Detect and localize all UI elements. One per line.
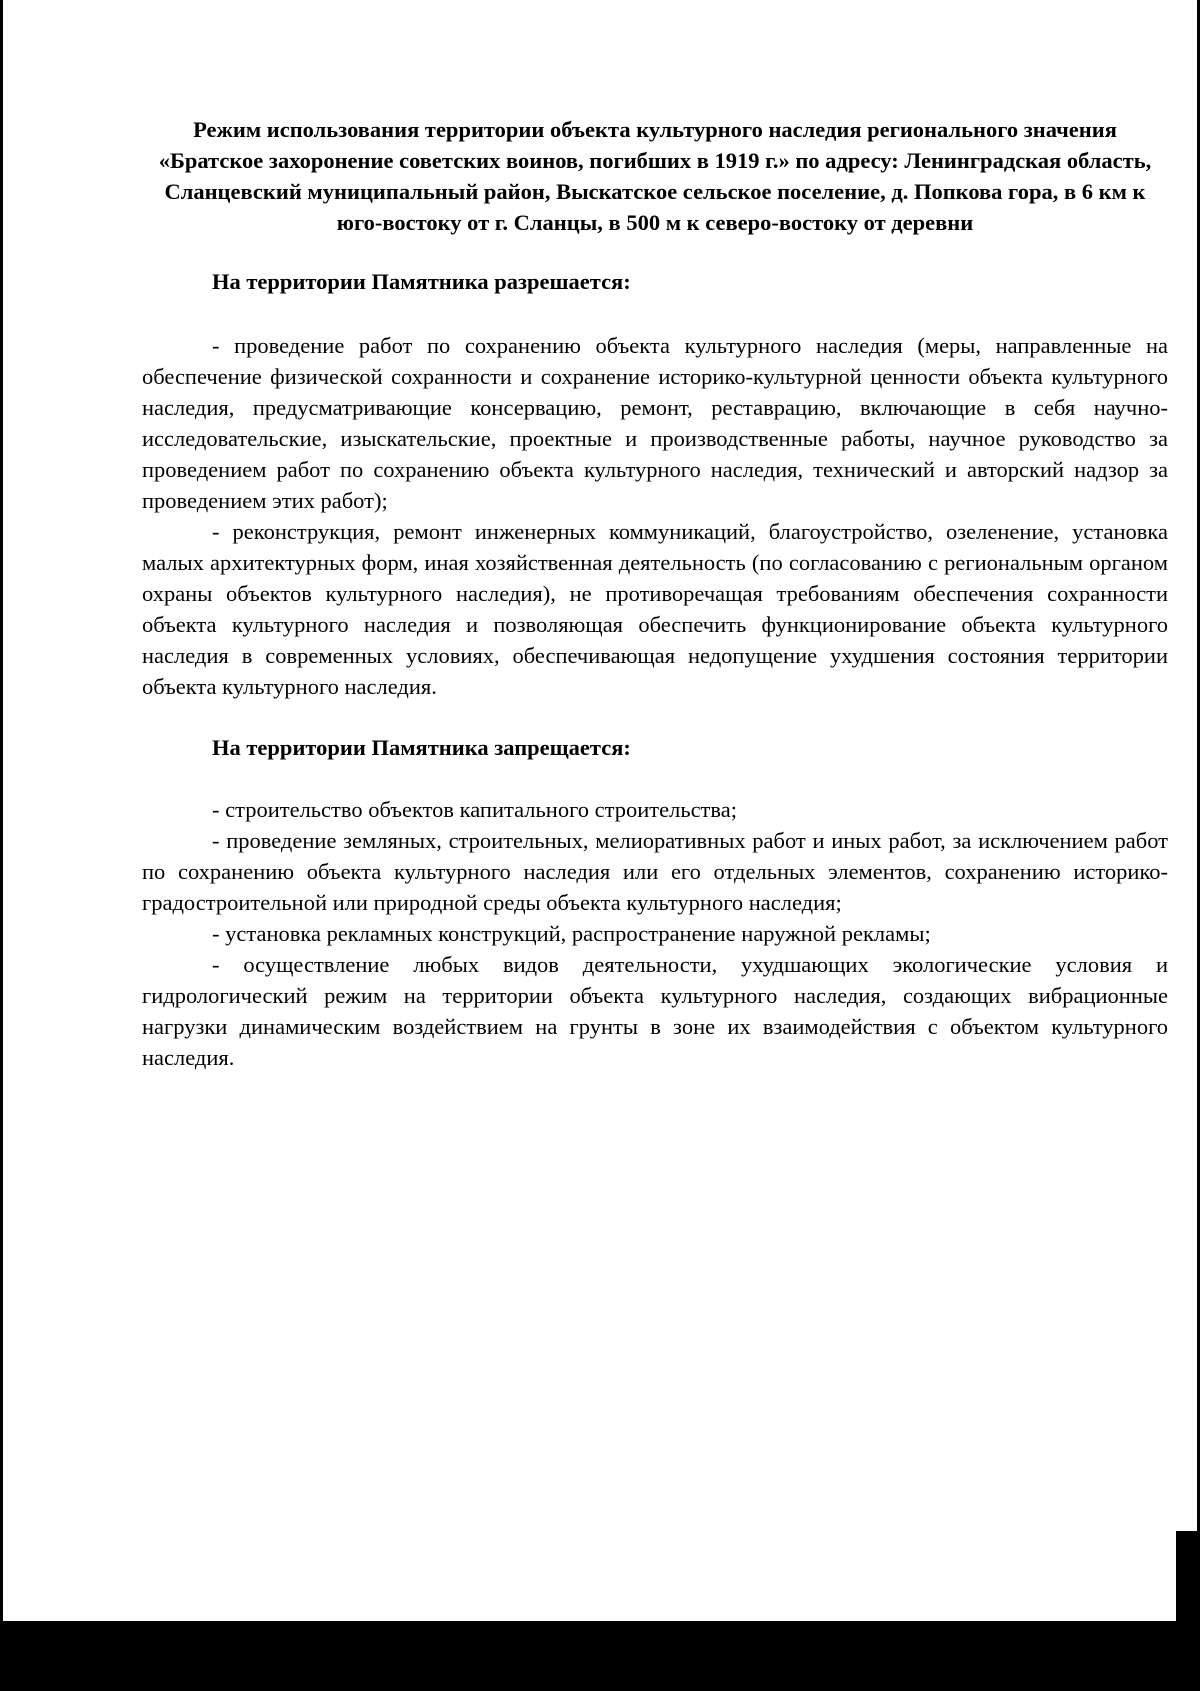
list-item: - строительство объектов капитального строительства; [212,797,737,822]
list-item: - осуществление любых видов деятельности, ухудшающих экологические условия и гидрологический режим на территории объекта культурного наследия, создающих вибрационные нагрузки динамическим воздействием на грунты в зоне их взаимодействия с объектом культурного наследия. [142,952,1168,1070]
allowed-list [142,330,1168,702]
list-item: - проведение работ по сохранению объекта культурного наследия (меры, направленные на обеспечение физической сохранности и сохранение историко-культурной ценности объекта культурного наследия, предусматривающие консервацию, ремонт, реставрацию, включающие в себя научно-исследовательские, изыскательские, проектные и производственные работы, научное руководство за проведением работ по сохранению объекта культурного наследия, технический и авторский надзор за проведением этих работ); [142,333,1168,513]
scan-corner-shadow [1176,1531,1200,1621]
document-body [142,114,1168,1073]
document-title: Режим использования территории объекта культурного наследия регионального значения «Братское захоронение советских воинов, погибших в 1919 г.» по адресу: Ленинградская область, Сланцевский муниципальный район, Выскатское сельское поселение, д. Попкова гора, в 6 км к юго-востоку от г. Сланцы, в 500 м к северо-востоку от деревни [158,117,1152,235]
section-heading-allowed: На территории Памятника разрешается: [212,269,631,294]
list-item: - установка рекламных конструкций, распространение наружной рекламы; [212,921,931,946]
prohibited-list [142,794,1168,1073]
list-item: - проведение земляных, строительных, мелиоративных работ и иных работ, за исключением работ по сохранению объекта культурного наследия или его отдельных элементов, сохранению историко-градостроительной или природной среды объекта культурного наследия; [142,828,1168,915]
section-heading-prohibited: На территории Памятника запрещается: [212,735,631,760]
scan-left-edge [0,0,3,1691]
scan-bottom-band [0,1621,1200,1691]
list-item: - реконструкция, ремонт инженерных коммуникаций, благоустройство, озеленение, установка малых архитектурных форм, иная хозяйственная деятельность (по согласованию с региональным органом охраны объектов культурного наследия), не противоречащая требованиям обеспечения сохранности объекта культурного наследия и позволяющая обеспечить функционирование объекта культурного наследия в современных условиях, обеспечивающая недопущение ухудшения состояния территории объекта культурного наследия. [142,519,1168,699]
